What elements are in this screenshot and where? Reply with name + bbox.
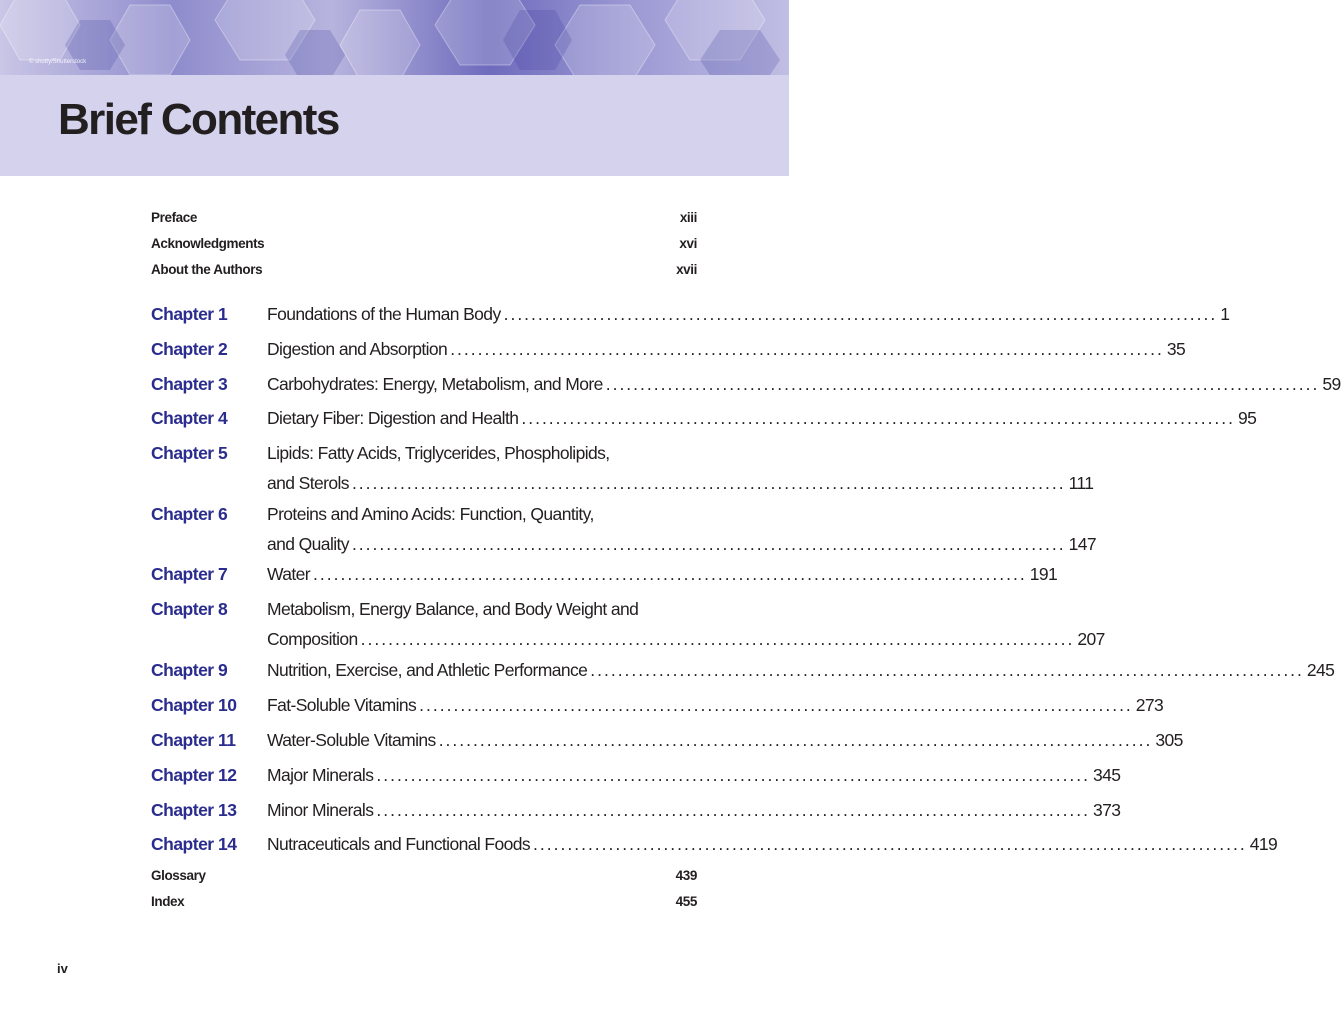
toc-entry-preface[interactable] bbox=[151, 209, 697, 227]
chapter-title: Water-Soluble Vitamins bbox=[267, 730, 436, 750]
hexagon-pattern-icon bbox=[0, 0, 789, 75]
chapter-title: Foundations of the Human Body bbox=[267, 304, 501, 324]
chapter-label: Chapter 5 bbox=[151, 443, 228, 463]
chapter-page: 35 bbox=[1166, 339, 1186, 359]
toc-entry-glossary[interactable] bbox=[151, 867, 697, 885]
dot-leader: ........................................................................................................ bbox=[503, 304, 1218, 324]
dot-leader: ........................................................................................................ bbox=[313, 564, 1027, 584]
toc-entry-page: 455 bbox=[675, 894, 697, 909]
dot-leader: ........................................................................................................ bbox=[351, 473, 1066, 493]
toc-entry-page: 439 bbox=[675, 868, 697, 883]
chapter-label: Chapter 9 bbox=[151, 660, 228, 680]
header-banner-image bbox=[0, 0, 789, 75]
toc-entry-page: xiii bbox=[679, 210, 697, 225]
dot-leader: ........................................................................................................ bbox=[438, 730, 1153, 750]
chapter-label: Chapter 6 bbox=[151, 504, 228, 524]
chapter-label: Chapter 3 bbox=[151, 374, 228, 394]
chapter-title: Minor Minerals bbox=[267, 800, 374, 820]
toc-entry-label: Preface bbox=[151, 210, 197, 225]
chapter-label: Chapter 8 bbox=[151, 599, 228, 619]
dot-leader: ........................................................................................................ bbox=[419, 695, 1133, 715]
chapter-label: Chapter 4 bbox=[151, 408, 228, 428]
chapter-title: Carbohydrates: Energy, Metabolism, and More bbox=[267, 374, 603, 394]
dot-leader: ........................................................................................................ bbox=[450, 339, 1164, 359]
chapter-title: Proteins and Amino Acids: Function, Quantity, bbox=[267, 504, 594, 524]
toc-entry-label: Index bbox=[151, 894, 185, 909]
chapter-page: 59 bbox=[1322, 374, 1341, 394]
chapter-label: Chapter 1 bbox=[151, 304, 228, 324]
chapter-label: Chapter 2 bbox=[151, 339, 228, 359]
chapter-label: Chapter 12 bbox=[151, 765, 237, 785]
chapter-page: 1 bbox=[1220, 304, 1230, 324]
toc-entry-page: xvii bbox=[676, 262, 697, 277]
chapter-title: Nutraceuticals and Functional Foods bbox=[267, 834, 531, 854]
toc-entry-acknowledgments[interactable] bbox=[151, 235, 697, 253]
dot-leader: ........................................................................................................ bbox=[351, 534, 1066, 554]
page-title: Brief Contents bbox=[58, 95, 339, 144]
chapter-page: 305 bbox=[1155, 730, 1183, 750]
chapter-page: 273 bbox=[1135, 695, 1164, 715]
page-number: iv bbox=[57, 961, 68, 976]
chapter-label: Chapter 14 bbox=[151, 834, 237, 854]
chapter-label: Chapter 7 bbox=[151, 564, 228, 584]
dot-leader: ........................................................................................................ bbox=[605, 374, 1320, 394]
chapter-page: 191 bbox=[1029, 564, 1058, 584]
chapter-page: 345 bbox=[1093, 765, 1121, 785]
chapter-label: Chapter 11 bbox=[151, 730, 236, 750]
chapter-label: Chapter 13 bbox=[151, 800, 237, 820]
photo-credit: © shotty/Shutterstock bbox=[29, 59, 87, 65]
chapter-title: Water bbox=[267, 564, 311, 584]
dot-leader: ........................................................................................................ bbox=[521, 408, 1236, 428]
chapter-label: Chapter 10 bbox=[151, 695, 237, 715]
chapter-page: 111 bbox=[1068, 473, 1094, 493]
toc-entry-about-authors[interactable] bbox=[151, 261, 697, 279]
dot-leader: ........................................................................................................ bbox=[590, 660, 1304, 680]
toc-entry-label: Glossary bbox=[151, 868, 206, 883]
chapter-page: 147 bbox=[1068, 534, 1096, 554]
chapter-title-continued: Composition bbox=[267, 629, 358, 649]
chapter-page: 419 bbox=[1249, 834, 1278, 854]
chapter-title: Dietary Fiber: Digestion and Health bbox=[267, 408, 519, 428]
toc-entry-index[interactable] bbox=[151, 893, 697, 911]
chapter-page: 207 bbox=[1077, 629, 1105, 649]
chapter-title: Fat-Soluble Vitamins bbox=[267, 695, 417, 715]
chapter-page: 95 bbox=[1238, 408, 1257, 428]
chapter-title: Lipids: Fatty Acids, Triglycerides, Phospholipids, bbox=[267, 443, 610, 463]
chapter-title-continued: and Quality bbox=[267, 534, 349, 554]
dot-leader: ........................................................................................................ bbox=[376, 800, 1091, 820]
dot-leader: ........................................................................................................ bbox=[533, 834, 1247, 854]
chapter-title: Major Minerals bbox=[267, 765, 374, 785]
chapter-title-continued: and Sterols bbox=[267, 473, 349, 493]
chapter-title: Nutrition, Exercise, and Athletic Performance bbox=[267, 660, 588, 680]
toc-entry-label: About the Authors bbox=[151, 262, 263, 277]
chapter-page: 373 bbox=[1093, 800, 1121, 820]
dot-leader: ........................................................................................................ bbox=[360, 629, 1075, 649]
toc-entry-page: xvi bbox=[679, 236, 697, 251]
toc-entry-label: Acknowledgments bbox=[151, 236, 265, 251]
chapter-title: Digestion and Absorption bbox=[267, 339, 448, 359]
chapter-page: 245 bbox=[1306, 660, 1335, 680]
dot-leader: ........................................................................................................ bbox=[376, 765, 1091, 785]
chapter-title: Metabolism, Energy Balance, and Body Weight and bbox=[267, 599, 639, 619]
